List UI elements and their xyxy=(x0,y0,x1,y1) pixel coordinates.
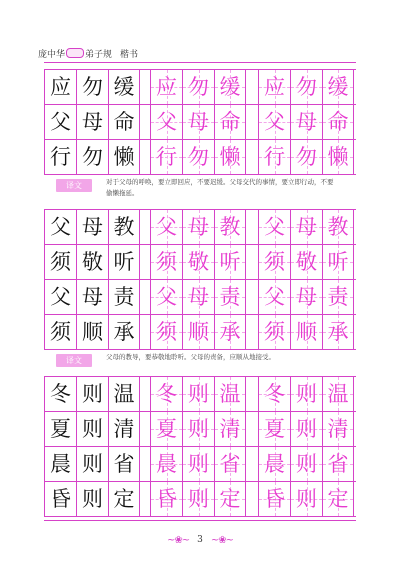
character: 则 xyxy=(188,451,209,476)
character: 冬 xyxy=(264,381,285,406)
tracing-character-cell xyxy=(290,105,322,139)
trace-row xyxy=(258,412,354,446)
model-character-cell xyxy=(44,377,76,411)
trace-row xyxy=(258,482,354,516)
character: 父 xyxy=(264,284,285,309)
model-row xyxy=(44,447,140,481)
character: 夏 xyxy=(50,416,71,441)
character: 母 xyxy=(188,284,209,309)
character: 责 xyxy=(219,284,241,309)
tracing-character-cell xyxy=(322,245,354,279)
model-character-cell xyxy=(76,315,108,349)
tracing-character-cell xyxy=(150,447,182,481)
model-character-cell xyxy=(44,245,76,279)
tracing-character-cell xyxy=(258,280,290,314)
ornament-left-icon: ~❀~ xyxy=(166,534,190,546)
character: 命 xyxy=(219,109,241,134)
tracing-character-cell xyxy=(214,482,246,516)
tracing-character-cell xyxy=(258,447,290,481)
model-character-cell xyxy=(44,412,76,446)
author-name: 庞中华 xyxy=(38,49,66,60)
tracing-character-cell xyxy=(182,70,214,104)
character: 敬 xyxy=(188,249,209,274)
model-character-cell xyxy=(44,447,76,481)
character: 昏 xyxy=(264,486,285,511)
tracing-character-cell xyxy=(182,280,214,314)
character: 勿 xyxy=(82,144,103,169)
tracing-character-cell xyxy=(258,482,290,516)
tracing-character-cell xyxy=(150,70,182,104)
character: 昏 xyxy=(156,486,177,511)
tracing-character-cell xyxy=(322,105,354,139)
character: 省 xyxy=(327,451,349,476)
model-character-cell xyxy=(108,315,140,349)
character: 母 xyxy=(188,109,209,134)
character: 则 xyxy=(296,416,317,441)
model-character-cell xyxy=(108,482,140,516)
trace-row xyxy=(258,210,354,244)
tracing-character-cell xyxy=(290,210,322,244)
model-row xyxy=(44,377,140,411)
tracing-character-cell xyxy=(150,377,182,411)
tracing-character-cell xyxy=(214,447,246,481)
trace-row xyxy=(150,447,246,481)
tracing-character-cell xyxy=(290,447,322,481)
tracing-character-cell xyxy=(322,412,354,446)
tracing-character-cell xyxy=(182,245,214,279)
character: 顺 xyxy=(82,319,103,344)
model-row xyxy=(44,105,140,139)
tracing-character-cell xyxy=(150,412,182,446)
character: 须 xyxy=(156,319,177,344)
character: 冬 xyxy=(156,381,177,406)
tracing-character-cell xyxy=(214,70,246,104)
model-character-cell xyxy=(76,280,108,314)
tracing-character-cell xyxy=(214,105,246,139)
character: 父 xyxy=(156,284,177,309)
translation-text: 父母的教导，要恭敬地聆听。父母的责备，应顺从地接受。 xyxy=(106,353,275,361)
tracing-character-cell xyxy=(150,210,182,244)
character: 责 xyxy=(113,284,135,309)
model-character-cell xyxy=(108,70,140,104)
character: 则 xyxy=(82,416,103,441)
character: 懒 xyxy=(219,144,241,169)
tracing-character-cell xyxy=(214,412,246,446)
character: 则 xyxy=(82,451,103,476)
model-character-cell xyxy=(76,245,108,279)
tracing-character-cell xyxy=(182,315,214,349)
character: 温 xyxy=(219,381,241,406)
tracing-character-cell xyxy=(150,105,182,139)
character: 勿 xyxy=(188,74,209,99)
character: 母 xyxy=(296,214,317,239)
tracing-character-cell xyxy=(214,245,246,279)
model-character-cell xyxy=(108,280,140,314)
translation-tag: 译文 xyxy=(56,354,92,367)
tracing-character-cell xyxy=(258,245,290,279)
character: 母 xyxy=(82,214,103,239)
character: 母 xyxy=(296,284,317,309)
model-character-cell xyxy=(76,210,108,244)
character: 母 xyxy=(82,109,103,134)
model-character-cell xyxy=(108,140,140,174)
character: 听 xyxy=(219,249,241,274)
model-character-cell xyxy=(76,482,108,516)
character: 父 xyxy=(264,214,285,239)
model-character-cell xyxy=(44,70,76,104)
trace-row xyxy=(258,315,354,349)
tracing-character-cell xyxy=(150,482,182,516)
model-character-cell xyxy=(44,315,76,349)
model-character-cell xyxy=(44,105,76,139)
character: 晨 xyxy=(156,451,177,476)
character: 责 xyxy=(327,284,349,309)
character: 则 xyxy=(188,486,209,511)
character: 父 xyxy=(156,109,177,134)
tracing-character-cell xyxy=(182,210,214,244)
page-number: 3 xyxy=(197,535,203,545)
translation-tag: 译文 xyxy=(56,179,92,192)
row-rule xyxy=(44,516,356,517)
character: 须 xyxy=(50,319,71,344)
character: 懒 xyxy=(113,144,135,169)
character: 母 xyxy=(188,214,209,239)
model-character-cell xyxy=(108,105,140,139)
character: 缓 xyxy=(327,74,349,99)
translation-text: 对于父母的呼唤，要立即回应，不要迟缓。父母交代的事情，要立即行动，不要偷懒拖延。 xyxy=(106,178,334,197)
model-character-cell xyxy=(108,210,140,244)
character: 缓 xyxy=(113,74,135,99)
character: 须 xyxy=(50,249,71,274)
tracing-character-cell xyxy=(322,315,354,349)
tracing-character-cell xyxy=(258,315,290,349)
model-character-cell xyxy=(76,140,108,174)
tracing-character-cell xyxy=(182,140,214,174)
character: 应 xyxy=(156,74,177,99)
character: 父 xyxy=(50,284,71,309)
character: 敬 xyxy=(82,249,103,274)
character: 懒 xyxy=(327,144,349,169)
character: 教 xyxy=(219,214,241,239)
character: 命 xyxy=(327,109,349,134)
tracing-character-cell xyxy=(214,280,246,314)
tracing-character-cell xyxy=(258,105,290,139)
character: 行 xyxy=(264,144,285,169)
trace-row xyxy=(150,412,246,446)
character: 勿 xyxy=(188,144,209,169)
character: 父 xyxy=(50,109,71,134)
tracing-character-cell xyxy=(322,210,354,244)
tracing-character-cell xyxy=(290,140,322,174)
tracing-character-cell xyxy=(182,105,214,139)
character: 勿 xyxy=(296,74,317,99)
character: 则 xyxy=(82,486,103,511)
tracing-character-cell xyxy=(322,377,354,411)
trace-row xyxy=(258,70,354,104)
tracing-character-cell xyxy=(258,140,290,174)
tracing-character-cell xyxy=(182,482,214,516)
character: 父 xyxy=(264,109,285,134)
character: 清 xyxy=(219,416,241,441)
model-row xyxy=(44,412,140,446)
trace-row xyxy=(258,245,354,279)
header-rule xyxy=(44,62,356,63)
character: 母 xyxy=(296,109,317,134)
tracing-character-cell xyxy=(290,70,322,104)
character: 勿 xyxy=(82,74,103,99)
ornament-right-icon: ~❀~ xyxy=(210,534,233,546)
character: 则 xyxy=(296,381,317,406)
character: 则 xyxy=(188,381,209,406)
character: 命 xyxy=(113,109,135,134)
tracing-character-cell xyxy=(150,245,182,279)
tracing-character-cell xyxy=(322,482,354,516)
character: 省 xyxy=(113,451,135,476)
tracing-character-cell xyxy=(150,140,182,174)
trace-row xyxy=(150,315,246,349)
character: 承 xyxy=(327,319,349,344)
trace-row xyxy=(150,377,246,411)
model-character-cell xyxy=(44,482,76,516)
character: 温 xyxy=(327,381,349,406)
character: 听 xyxy=(327,249,349,274)
character: 昏 xyxy=(50,486,71,511)
tracing-character-cell xyxy=(290,315,322,349)
trace-row xyxy=(258,140,354,174)
character: 夏 xyxy=(156,416,177,441)
translation-block xyxy=(44,177,356,199)
character: 承 xyxy=(219,319,241,344)
model-character-cell xyxy=(76,377,108,411)
character: 则 xyxy=(296,486,317,511)
model-character-cell xyxy=(76,447,108,481)
tracing-character-cell xyxy=(214,377,246,411)
character: 应 xyxy=(50,74,71,99)
character: 则 xyxy=(296,451,317,476)
tracing-character-cell xyxy=(322,447,354,481)
tracing-character-cell xyxy=(258,377,290,411)
trace-row xyxy=(150,280,246,314)
model-character-cell xyxy=(76,70,108,104)
tracing-character-cell xyxy=(290,245,322,279)
character: 教 xyxy=(113,214,135,239)
model-character-cell xyxy=(44,210,76,244)
tracing-character-cell xyxy=(322,280,354,314)
character: 敬 xyxy=(296,249,317,274)
model-character-cell xyxy=(108,412,140,446)
model-character-cell xyxy=(108,447,140,481)
character: 冬 xyxy=(50,381,71,406)
character: 则 xyxy=(188,416,209,441)
character: 清 xyxy=(327,416,349,441)
character: 听 xyxy=(113,249,135,274)
trace-row xyxy=(258,447,354,481)
model-row xyxy=(44,315,140,349)
trace-row xyxy=(258,280,354,314)
model-character-cell xyxy=(76,105,108,139)
tracing-character-cell xyxy=(322,70,354,104)
character: 定 xyxy=(327,486,349,511)
model-character-cell xyxy=(44,140,76,174)
tracing-character-cell xyxy=(214,140,246,174)
model-character-cell xyxy=(108,245,140,279)
character: 父 xyxy=(156,214,177,239)
trace-row xyxy=(150,245,246,279)
tracing-character-cell xyxy=(182,412,214,446)
character: 行 xyxy=(156,144,177,169)
tracing-character-cell xyxy=(290,412,322,446)
script-style: 楷书 xyxy=(120,49,139,60)
character: 母 xyxy=(82,284,103,309)
character: 承 xyxy=(113,319,135,344)
trace-row xyxy=(258,105,354,139)
character: 清 xyxy=(113,416,135,441)
character: 温 xyxy=(113,381,135,406)
row-rule xyxy=(44,349,356,350)
trace-row xyxy=(150,140,246,174)
character: 教 xyxy=(327,214,349,239)
translation-block xyxy=(44,352,356,367)
character: 夏 xyxy=(264,416,285,441)
trace-row xyxy=(150,70,246,104)
tracing-character-cell xyxy=(182,377,214,411)
character: 定 xyxy=(219,486,241,511)
character: 定 xyxy=(113,486,135,511)
model-row xyxy=(44,280,140,314)
tracing-character-cell xyxy=(214,210,246,244)
model-character-cell xyxy=(44,280,76,314)
trace-row xyxy=(150,210,246,244)
tracing-character-cell xyxy=(258,210,290,244)
character: 勿 xyxy=(296,144,317,169)
model-row xyxy=(44,140,140,174)
tracing-character-cell xyxy=(258,412,290,446)
tracing-character-cell xyxy=(290,280,322,314)
page-footer xyxy=(0,530,400,550)
tracing-character-cell xyxy=(182,447,214,481)
tracing-character-cell xyxy=(258,70,290,104)
character: 父 xyxy=(50,214,71,239)
tracing-character-cell xyxy=(150,315,182,349)
bottom-rule xyxy=(44,520,356,521)
character: 顺 xyxy=(188,319,209,344)
header-badge xyxy=(66,48,84,58)
tracing-character-cell xyxy=(290,377,322,411)
character: 省 xyxy=(219,451,241,476)
tracing-character-cell xyxy=(214,315,246,349)
character: 行 xyxy=(50,144,71,169)
character: 缓 xyxy=(219,74,241,99)
model-row xyxy=(44,210,140,244)
model-character-cell xyxy=(108,377,140,411)
character: 应 xyxy=(264,74,285,99)
tracing-character-cell xyxy=(290,482,322,516)
model-row xyxy=(44,245,140,279)
character: 晨 xyxy=(50,451,71,476)
character: 须 xyxy=(264,249,285,274)
model-row xyxy=(44,70,140,104)
tracing-character-cell xyxy=(322,140,354,174)
tracing-character-cell xyxy=(150,280,182,314)
trace-row xyxy=(150,482,246,516)
model-character-cell xyxy=(76,412,108,446)
character: 须 xyxy=(156,249,177,274)
model-row xyxy=(44,482,140,516)
character: 须 xyxy=(264,319,285,344)
page-header xyxy=(38,46,138,60)
trace-row xyxy=(258,377,354,411)
character: 顺 xyxy=(296,319,317,344)
row-rule xyxy=(44,174,356,175)
series-title: 弟子规 xyxy=(85,49,113,60)
character: 则 xyxy=(82,381,103,406)
character: 晨 xyxy=(264,451,285,476)
trace-row xyxy=(150,105,246,139)
